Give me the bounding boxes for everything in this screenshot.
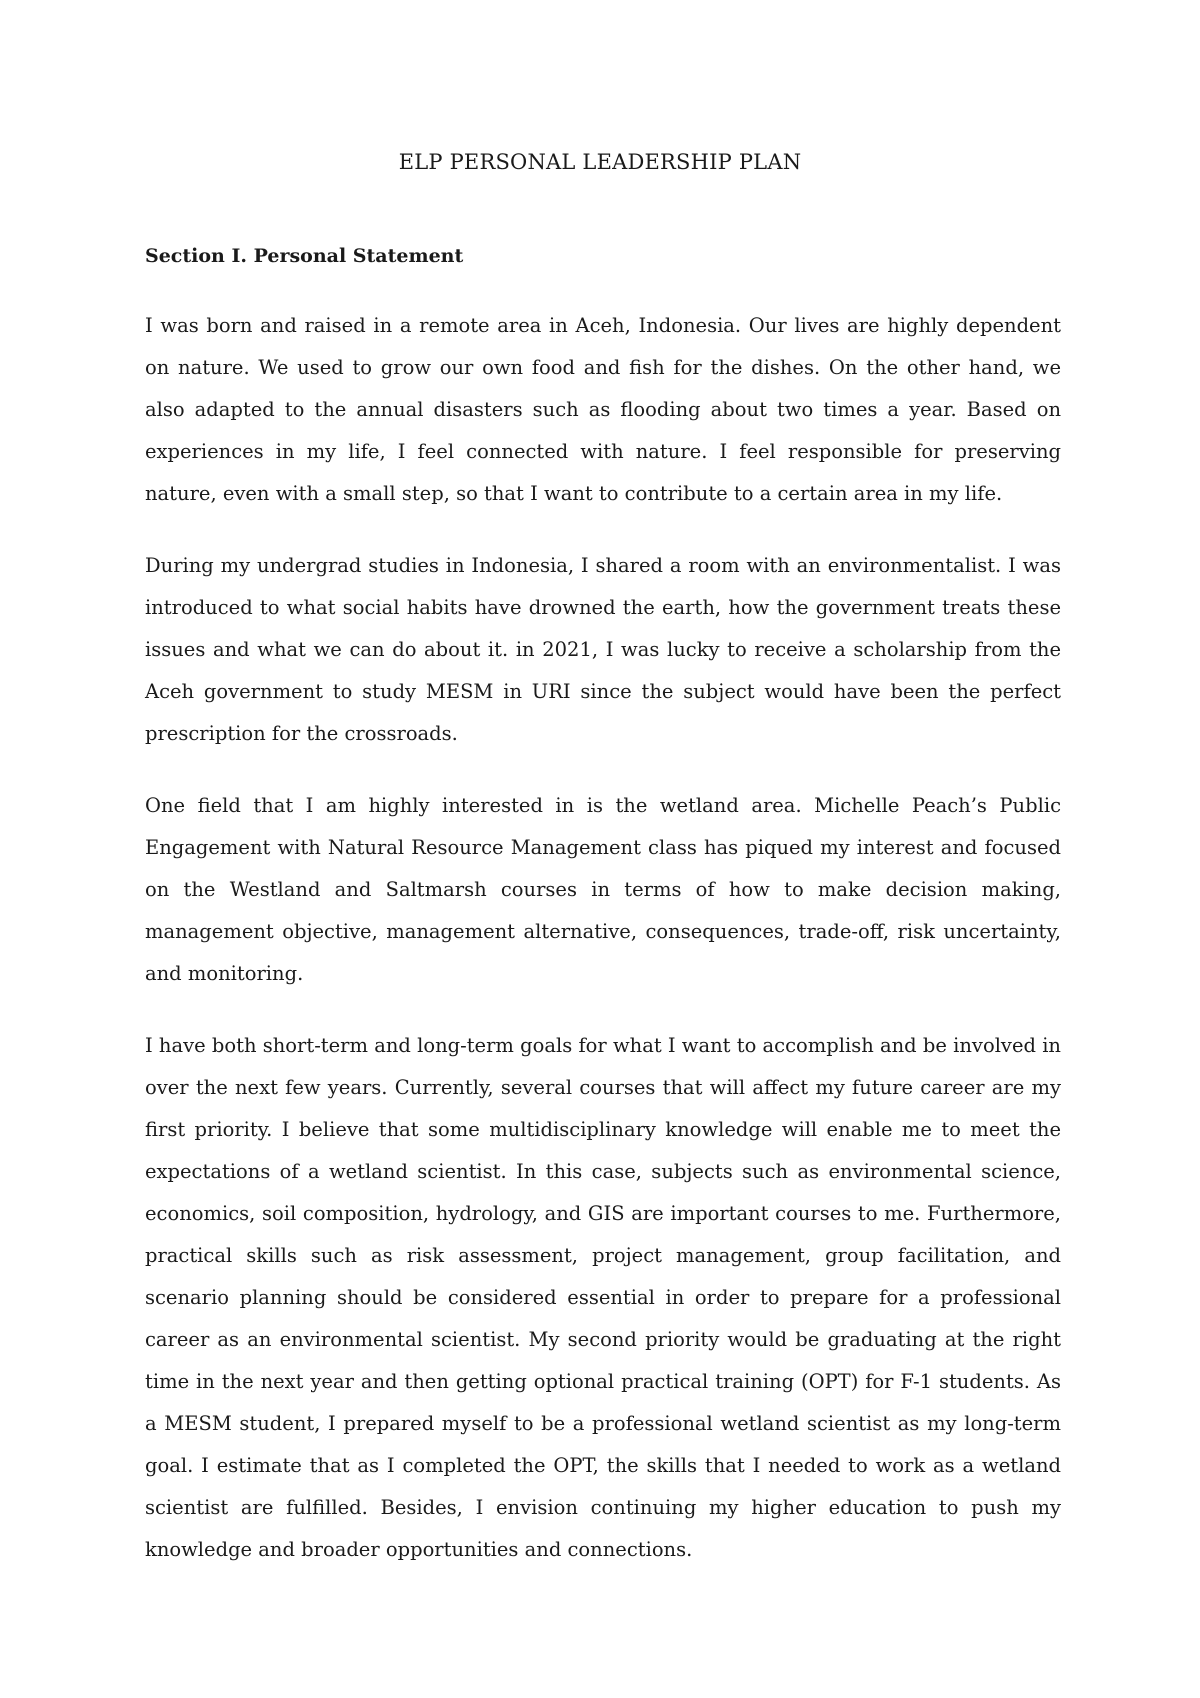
paragraph-1: I was born and raised in a remote area in Aceh, Indonesia. Our lives are highly dependent on nature. We used to grow our own food and fish for the dishes. On the other hand, we also adapted to the annual disasters such as flooding about two times a year. Based on experiences in my life, I feel connected with nature. I feel responsible for preserving nature, even with a small step, so that I want to contribute to a certain area in my life.: [145, 314, 1061, 505]
body-text: [145, 305, 1061, 1601]
section-heading: Section I. Personal Statement: [145, 245, 464, 267]
paragraph-2: During my undergrad studies in Indonesia, I shared a room with an environmentalist. I was introduced to what social habits have drowned the earth, how the government treats these issues and what we can do about it. in 2021, I was lucky to receive a scholarship from the Aceh government to study MESM in URI since the subject would have been the perfect prescription for the crossroads.: [145, 554, 1061, 745]
paragraph-3: One field that I am highly interested in is the wetland area. Michelle Peach’s Public Engagement with Natural Resource Management class has piqued my interest and focused on the Westland and Saltmarsh courses in terms of how to make decision making, management objective, management alternative, consequences, trade-off, risk uncertainty, and monitoring.: [145, 794, 1061, 985]
document-title: ELP PERSONAL LEADERSHIP PLAN: [398, 150, 802, 174]
paragraph-4: I have both short-term and long-term goals for what I want to accomplish and be involved in over the next few years. Currently, several courses that will affect my future career are my first priority. I believe that some multidisciplinary knowledge will enable me to meet the expectations of a wetland scientist. In this case, subjects such as environmental science, economics, soil composition, hydrology, and GIS are important courses to me. Furthermore, practical skills such as risk assessment, project management, group facilitation, and scenario planning should be considered essential in order to prepare for a professional career as an environmental scientist. My second priority would be graduating at the right time in the next year and then getting optional practical training (OPT) for F-1 students. As a MESM student, I prepared myself to be a professional wetland scientist as my long-term goal. I estimate that as I completed the OPT, the skills that I needed to work as a wetland scientist are fulfilled. Besides, I envision continuing my higher education to push my knowledge and broader opportunities and connections.: [145, 1034, 1061, 1561]
